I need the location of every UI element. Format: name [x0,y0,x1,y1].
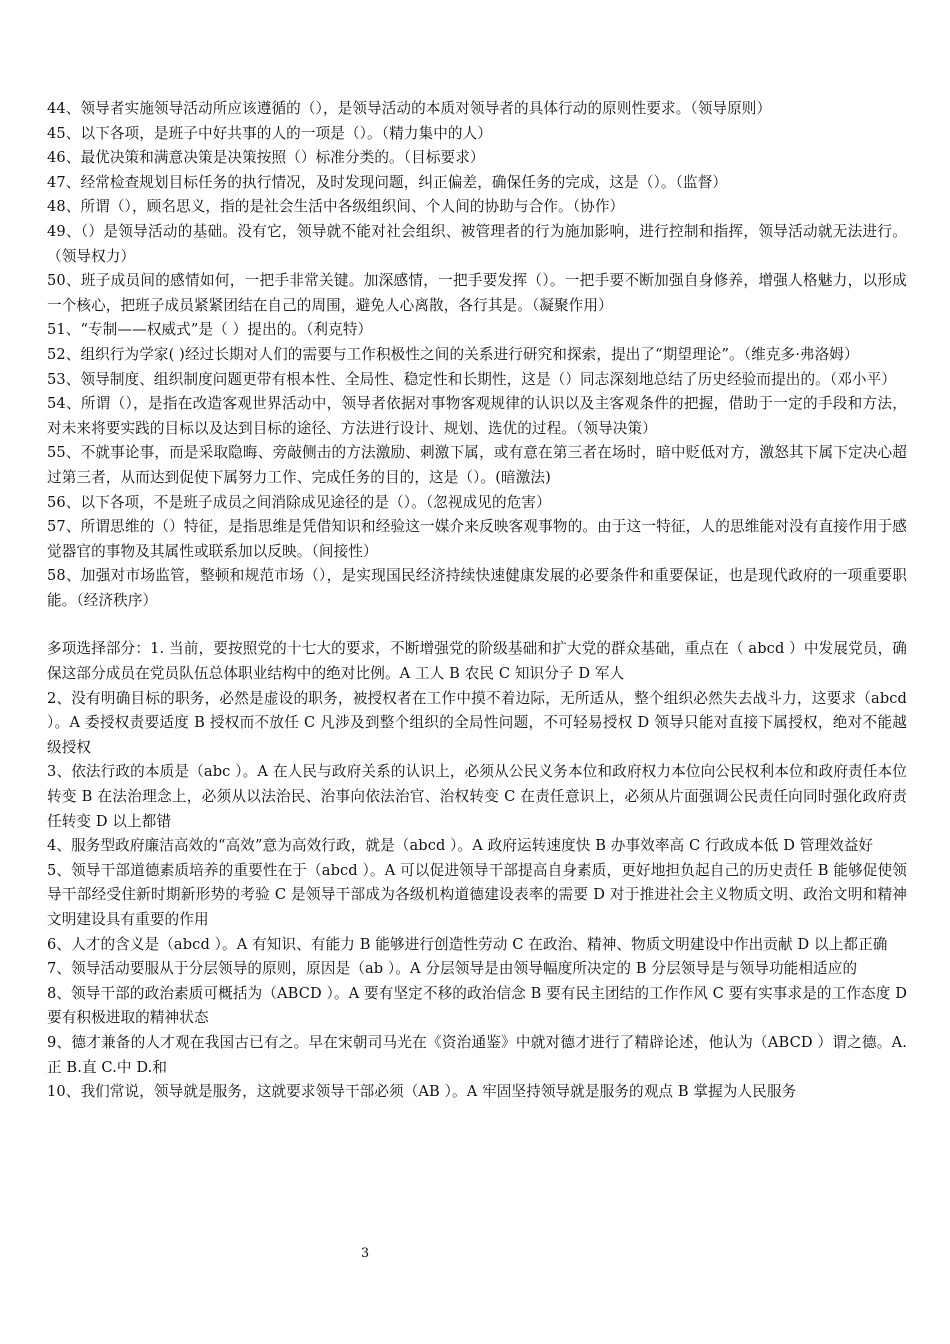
page-number: 3 [360,1246,370,1261]
multiple-choice-item: 4、服务型政府廉洁高效的“高效”意为高效行政，就是（abcd ）。A 政府运转速度快 B 办事效率高 C 行政成本低 D 管理效益好 [47,837,874,855]
multiple-choice-item: 8、领导干部的政治素质可概括为（ABCD ）。A 要有坚定不移的政治信念 B 要有民主团结的工作作风 C 要有实事求是的工作态度 D 要有积极进取的精神状态 [47,984,907,1027]
question-item: 53、领导制度、组织制度问题更带有根本性、全局性、稳定性和长期性，这是（）同志深刻地总结了历史经验而提出的。（邓小平） [47,370,897,388]
multiple-choice-item: 2、没有明确目标的职务，必然是虚设的职务，被授权者在工作中摸不着边际，无所适从，整个组织必然失去战斗力，这要求（abcd ）。A 委授权责要适度 B 授权而不放任 C 凡涉及到整个组织的全局性问题，不可轻易授权 D 领导只能对直接下属授权，绝对不能越级授权 [47,689,907,756]
multiple-choice-item: 10、我们常说，领导就是服务，这就要求领导干部必须（AB ）。A 牢固坚持领导就是服务的观点 B 掌握为人民服务 [47,1083,797,1101]
multiple-choice-item: 6、人才的含义是（abcd ）。A 有知识、有能力 B 能够进行创造性劳动 C 在政治、精神、物质文明建设中作出贡献 D 以上都正确 [47,935,888,953]
question-item: 54、所谓（），是指在改造客观世界活动中，领导者依据对事物客观规律的认识以及主客观条件的把握，借助于一定的手段和方法，对未来将要实践的目标以及达到目标的途径、方法进行设计、规划、选优的过程。（领导决策） [47,395,907,437]
question-item: 47、经常检查规划目标任务的执行情况，及时发现问题，纠正偏差，确保任务的完成，这是（）。（监督） [47,173,728,191]
question-item: 49、（）是领导活动的基础。没有它，领导就不能对社会组织、被管理者的行为施加影响，进行控制和指挥，领导活动就无法进行。（领导权力） [47,222,907,265]
multiple-choice-item: 7、领导活动要服从于分层领导的原则，原因是（ab ）。A 分层领导是由领导幅度所决定的 B 分层领导是与领导功能相适应的 [47,960,858,978]
multiple-choice-item: 3、依法行政的本质是（abc ）。A 在人民与政府关系的认识上，必须从公民义务本位和政府权力本位向公民权利本位和政府责任本位转变 B 在法治理念上，必须从以法治民、治事向依法治官、治权转变 C 在责任意识上，必须从片面强调公民责任向同时强化政府责任转变 D 以上都错 [47,763,907,830]
question-item: 58、加强对市场监管，整顿和规范市场（），是实现国民经济持续快速健康发展的必要条件和重要保证，也是现代政府的一项重要职能。（经济秩序） [47,567,907,609]
multiple-choice-item: 多项选择部分：1. 当前，要按照党的十七大的要求，不断增强党的阶级基础和扩大党的群众基础，重点在（ abcd ）中发展党员，确保这部分成员在党员队伍总体职业结构中的绝对比例。A 工人 B 农民 C 知识分子 D 军人 [47,640,907,683]
question-item: 55、不就事论事，而是采取隐晦、旁敲侧击的方法激励、刺激下属，或有意在第三者在场时，暗中贬低对方，激怒其下属下定决心超过第三者，从而达到促使下属努力工作、完成任务的目的，这是（）。(暗激法) [47,444,907,486]
multiple-choice-item: 9、德才兼备的人才观在我国古已有之。早在宋朝司马光在《资治通鉴》中就对德才进行了精辟论述，他认为（ABCD ）谓之德。A.正 B.直 C.中 D.和 [47,1033,907,1076]
question-item: 50、班子成员间的感情如何，一把手非常关键。加深感情，一把手要发挥（）。一把手要不断加强自身修养，增强人格魅力，以形成一个核心，把班子成员紧紧团结在自己的周围，避免人心离散，各行其是。（凝聚作用） [47,272,907,314]
page-content [47,97,907,1105]
question-item: 56、以下各项，不是班子成员之间消除成见途径的是（）。（忽视成见的危害） [47,493,551,511]
question-item: 44、领导者实施领导活动所应该遵循的（），是领导活动的本质对领导者的具体行动的原则性要求。（领导原则） [47,100,772,117]
question-item: 46、最优决策和满意决策是决策按照（）标准分类的。（目标要求） [47,149,485,167]
question-item: 48、所谓（），顾名思义，指的是社会生活中各级组织间、个人间的协助与合作。（协作） [47,198,625,216]
question-item: 51、“专制——权威式”是（ ）提出的。（利克特） [47,321,373,339]
question-item: 45、以下各项，是班子中好共事的人的一项是（）。（精力集中的人） [47,124,492,142]
question-item: 57、所谓思维的（）特征，是指思维是凭借知识和经验这一媒介来反映客观事物的。由于这一特征，人的思维能对没有直接作用于感觉器官的事物及其属性或联系加以反映。（间接性） [47,518,907,560]
question-item: 52、组织行为学家( )经过长期对人们的需要与工作积极性之间的关系进行研究和探索，提出了“期望理论”。（维克多·弗洛姆） [47,345,859,363]
multiple-choice-item: 5、领导干部道德素质培养的重要性在于（abcd ）。A 可以促进领导干部提高自身素质，更好地担负起自己的历史责任 B 能够促使领导干部经受住新时期新形势的考验 C 是领导干部成为各级机构道德建设表率的需要 D 对于推进社会主义物质文明、政治文明和精神文明建设具有重要的作用 [47,861,907,928]
section-gap [47,613,907,637]
